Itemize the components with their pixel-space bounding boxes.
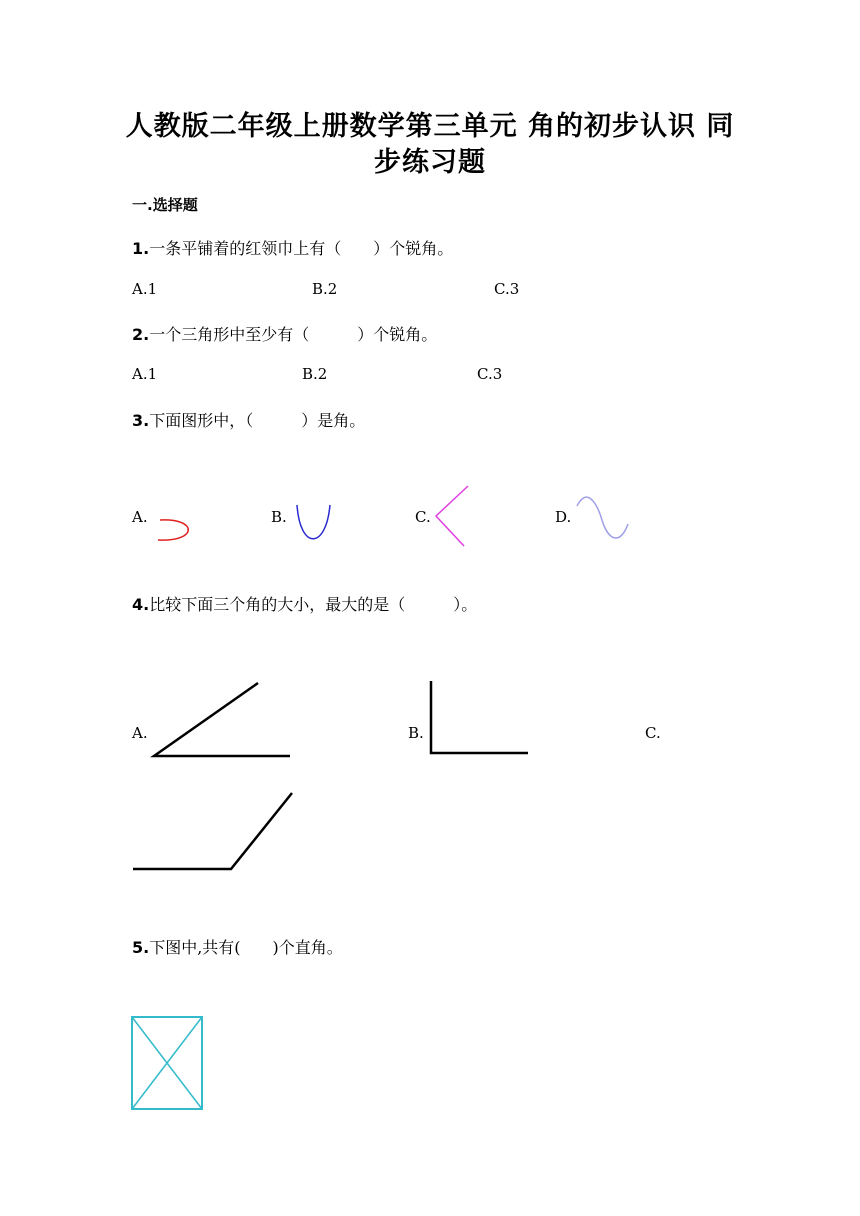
- curve-a-figure: [150, 510, 200, 550]
- option-b: B.2: [302, 365, 328, 383]
- question-text: 下面图形中，（ ）是角。: [149, 411, 366, 430]
- page-title-line1: 人教版二年级上册数学第三单元 角的初步认识 同: [125, 111, 735, 142]
- option-a: A.1: [132, 280, 158, 298]
- question-text: 比较下面三个角的大小，最大的是（ ）。: [149, 595, 478, 614]
- question-number: 4.: [132, 595, 150, 614]
- option-c: C.3: [494, 280, 520, 298]
- question-number: 1.: [132, 239, 150, 258]
- option-c: C.: [645, 724, 661, 742]
- section-heading: 一.选择题: [132, 196, 198, 214]
- rectangle-diagonals-figure: [130, 1015, 205, 1112]
- question-3: [132, 408, 365, 431]
- option-a: A.: [132, 724, 148, 742]
- question-number: 3.: [132, 411, 150, 430]
- option-b: B.: [271, 508, 287, 526]
- angle-c-figure: [430, 484, 470, 550]
- wave-d-figure: [574, 494, 634, 548]
- option-c: C.3: [477, 365, 503, 383]
- question-1: [132, 236, 453, 259]
- angle-c-figure: [130, 790, 296, 874]
- option-b: B.: [408, 724, 424, 742]
- question-text: 下图中,共有( )个直角。: [149, 938, 343, 957]
- angle-a-figure: [150, 680, 295, 762]
- question-5: [132, 935, 343, 958]
- question-4: [132, 592, 477, 615]
- question-number: 2.: [132, 325, 150, 344]
- option-d: D.: [555, 508, 572, 526]
- question-2: [132, 322, 437, 345]
- question-number: 5.: [132, 938, 150, 957]
- question-text: 一个三角形中至少有（ ）个锐角。: [149, 325, 438, 344]
- curve-b-figure: [292, 500, 337, 550]
- option-a: A.1: [132, 365, 158, 383]
- angle-b-figure: [426, 678, 532, 758]
- page-title-line2: 步练习题: [374, 147, 486, 178]
- option-b: B.2: [312, 280, 338, 298]
- option-c: C.: [415, 508, 431, 526]
- question-text: 一条平铺着的红领巾上有（ ）个锐角。: [149, 239, 454, 258]
- option-a: A.: [132, 508, 148, 526]
